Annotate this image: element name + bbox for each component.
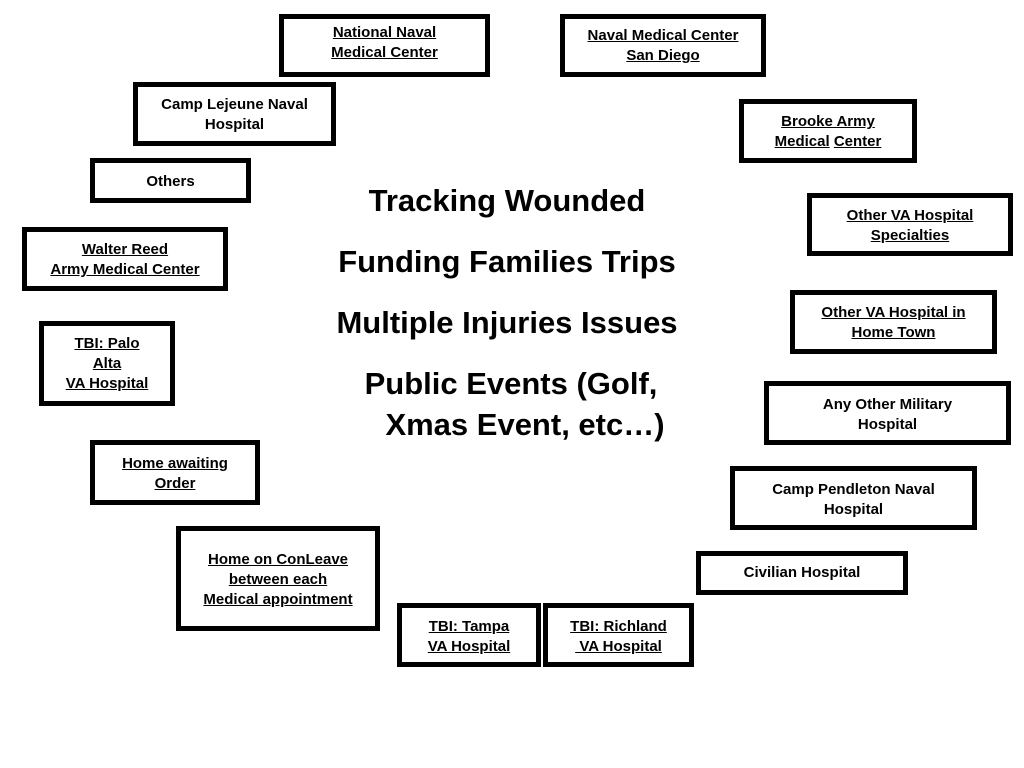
naval-medical-center-san-diego-box xyxy=(560,14,766,77)
center-topics xyxy=(300,180,720,445)
box-label: Other VA Hospital xyxy=(846,207,974,224)
box-label: Hospital xyxy=(857,416,918,433)
any-other-military-hospital-box xyxy=(764,381,1011,445)
center-line-multiple-injuries-issues: Multiple Injuries Issues xyxy=(336,305,678,340)
box-label: National Naval xyxy=(332,24,437,41)
home-awaiting-order-box xyxy=(90,440,260,505)
other-va-hospital-home-town-box xyxy=(790,290,997,354)
box-label: VA Hospital xyxy=(65,375,149,392)
box-label: Hospital xyxy=(204,116,265,133)
box-label: Camp Pendleton Naval xyxy=(772,481,935,498)
box-label: Other VA Hospital in xyxy=(821,304,966,321)
box-label: Medical Center xyxy=(331,44,438,61)
national-naval-medical-center-box xyxy=(279,14,490,77)
box-label: Home on ConLeave xyxy=(207,551,349,568)
box-label: Alta xyxy=(92,355,122,372)
box-label: Others xyxy=(146,173,195,190)
camp-lejeune-naval-hospital-box xyxy=(133,82,336,146)
other-va-hospital-specialties-box xyxy=(807,193,1013,256)
center-line-public-events: Public Events (Golf, xyxy=(364,366,658,401)
box-label: Naval Medical Center xyxy=(587,27,739,44)
center-line-xmas-event: Xmas Event, etc…) xyxy=(385,407,665,442)
center-line-funding-families-trips: Funding Families Trips xyxy=(338,244,676,279)
box-label: Center xyxy=(833,133,882,150)
box-label: Any Other Military xyxy=(822,396,953,413)
box-label: Medical xyxy=(774,133,830,150)
box-label: Medical appointment xyxy=(203,591,353,608)
home-on-conleave-box xyxy=(176,526,380,631)
camp-pendleton-naval-hospital-box xyxy=(730,466,977,530)
box-label: Walter Reed xyxy=(81,241,169,258)
box-label: Home Town xyxy=(851,324,936,341)
walter-reed-army-medical-center-box xyxy=(22,227,228,291)
others-box xyxy=(90,158,251,203)
box-label: Order xyxy=(154,475,196,492)
tbi-tampa-va-hospital-box xyxy=(397,603,541,667)
box-label: TBI: Palo xyxy=(74,335,140,352)
civilian-hospital-box xyxy=(696,551,908,595)
box-label: San Diego xyxy=(626,47,700,64)
box-label: VA Hospital xyxy=(575,638,662,655)
box-label: Camp Lejeune Naval xyxy=(161,96,308,113)
box-label: Army Medical Center xyxy=(50,261,200,278)
box-label: TBI: Richland xyxy=(570,618,667,635)
tbi-richland-va-hospital-box xyxy=(543,603,694,667)
center-line-tracking-wounded: Tracking Wounded xyxy=(368,183,646,218)
box-label: TBI: Tampa xyxy=(428,618,510,635)
box-label: between each xyxy=(228,571,328,588)
box-label: Brooke Army xyxy=(781,113,875,130)
tbi-palo-alto-va-hospital-box xyxy=(39,321,175,406)
box-label: Civilian Hospital xyxy=(743,564,861,581)
brooke-army-medical-center-box xyxy=(739,99,917,163)
box-label: VA Hospital xyxy=(427,638,511,655)
box-label: Home awaiting xyxy=(122,455,228,472)
box-label: Hospital xyxy=(823,501,884,518)
box-label: Specialties xyxy=(870,227,950,244)
